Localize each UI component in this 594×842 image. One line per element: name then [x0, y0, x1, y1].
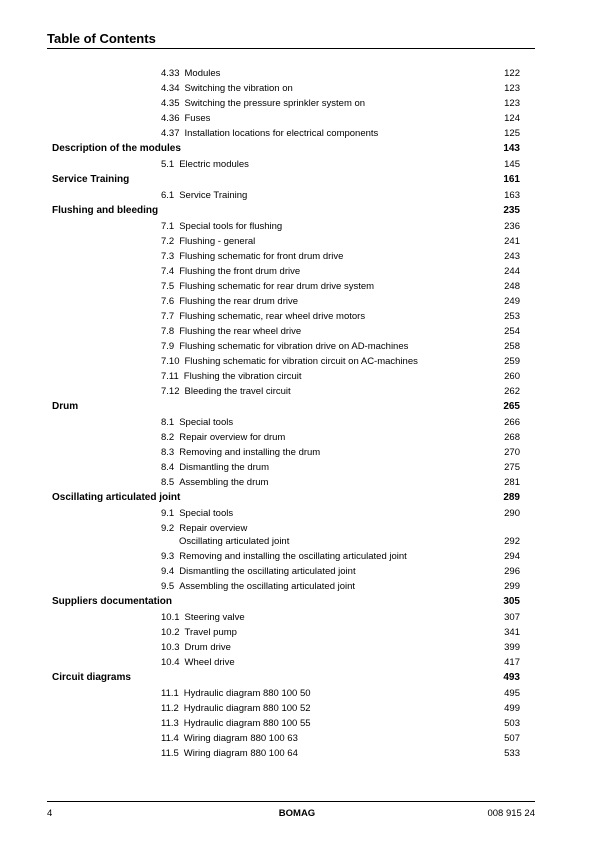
toc-page-number: 289: [503, 492, 520, 503]
toc-entry[interactable]: [0, 97, 594, 112]
toc-page-number: 262: [504, 386, 520, 397]
toc-entry[interactable]: [0, 112, 594, 127]
toc-entry-label: [52, 672, 131, 683]
toc-entry-title: Drum: [52, 401, 79, 412]
toc-entry-number: 7.12: [161, 386, 180, 397]
toc-entry[interactable]: [0, 325, 594, 340]
toc-entry-title: Repair overview for drum: [179, 432, 286, 443]
toc-page-number: 493: [503, 672, 520, 683]
toc-entry-label: [52, 492, 180, 503]
toc-page-number: 290: [504, 508, 520, 519]
toc-entry-label: [161, 733, 298, 744]
toc-page-number: 294: [504, 551, 520, 562]
toc-entry-label: [161, 190, 247, 201]
toc-entry-label: [161, 688, 311, 699]
footer-divider: [47, 801, 535, 802]
toc-entry-title: Hydraulic diagram 880 100 50: [183, 688, 311, 699]
toc-entry-title: Removing and installing the drum: [179, 447, 321, 458]
toc-entry-title: Switching the vibration on: [184, 83, 293, 94]
toc-entry-title: Oscillating articulated joint: [52, 492, 181, 503]
toc-entry[interactable]: [0, 626, 594, 641]
toc-entry-label: [161, 581, 355, 592]
toc-page-number: 260: [504, 371, 520, 382]
toc-entry[interactable]: [0, 717, 594, 732]
toc-entry[interactable]: [0, 82, 594, 97]
toc-page-number: 235: [503, 205, 520, 216]
toc-entry-number: 10.2: [161, 627, 180, 638]
toc-page-number: 124: [504, 113, 520, 124]
toc-entry-number: 4.33: [161, 68, 180, 79]
toc-entry[interactable]: [0, 461, 594, 476]
toc-entry-label: [161, 159, 249, 170]
toc-page-number: 533: [504, 748, 520, 759]
toc-entry-label: [161, 356, 418, 367]
page-title: Table of Contents: [47, 31, 156, 46]
toc-page-number: 253: [504, 311, 520, 322]
toc-entry-title: Hydraulic diagram 880 100 52: [183, 703, 311, 714]
toc-entry-title: Wiring diagram 880 100 63: [183, 733, 298, 744]
toc-entry-number: 11.1: [161, 688, 179, 699]
toc-section-heading[interactable]: [0, 595, 594, 611]
toc-entry-title-continued: Oscillating articulated joint: [179, 536, 290, 547]
toc-entry[interactable]: [0, 656, 594, 671]
toc-entry-title: Flushing the rear drum drive: [179, 296, 299, 307]
toc-entry-label: [161, 657, 235, 668]
toc-entry-title: Flushing schematic for vibration circuit on AC-machines: [184, 356, 418, 367]
toc-entry[interactable]: [0, 189, 594, 204]
toc-entry[interactable]: [0, 565, 594, 580]
toc-entry-title: Wheel drive: [184, 657, 235, 668]
toc-entry[interactable]: [0, 431, 594, 446]
toc-entry-number: 7.10: [161, 356, 180, 367]
toc-page-number: 161: [503, 174, 520, 185]
toc-entry-label: [161, 83, 293, 94]
toc-entry-number: 11.3: [161, 718, 179, 729]
toc-entry-label: [161, 221, 282, 232]
toc-entry[interactable]: [0, 250, 594, 265]
toc-entry-number: 7.8: [161, 326, 175, 337]
toc-entry-label: [161, 266, 300, 277]
toc-page-number: 281: [504, 477, 520, 488]
toc-entry[interactable]: [0, 641, 594, 656]
toc-entry[interactable]: [0, 550, 594, 565]
toc-entry-title: Electric modules: [179, 159, 249, 170]
footer-page-number: 4: [47, 808, 53, 819]
toc-page-number: 307: [504, 612, 520, 623]
toc-page-number: 143: [503, 143, 520, 154]
toc-page-number: 296: [504, 566, 520, 577]
toc-entry[interactable]: [0, 295, 594, 310]
toc-entry-label: [161, 386, 291, 397]
toc-page-number: 341: [504, 627, 520, 638]
toc-page-number: 417: [504, 657, 520, 668]
toc-entry[interactable]: [0, 127, 594, 142]
toc-entry[interactable]: [0, 355, 594, 370]
toc-entry[interactable]: [0, 265, 594, 280]
toc-section-heading[interactable]: [0, 173, 594, 189]
toc-section-heading[interactable]: [0, 400, 594, 416]
footer-doc-number: 008 915 24: [487, 808, 535, 819]
toc-page-number: 123: [504, 98, 520, 109]
toc-page-number: 236: [504, 221, 520, 232]
toc-page-number: 248: [504, 281, 520, 292]
toc-entry-label: [52, 596, 172, 607]
toc-page-number: 241: [504, 236, 520, 247]
toc-page-number: 499: [504, 703, 520, 714]
toc-entry-number: 7.3: [161, 251, 175, 262]
toc-entry-number: 4.34: [161, 83, 180, 94]
toc-page-number: 244: [504, 266, 520, 277]
toc-page-number: 299: [504, 581, 520, 592]
toc-section-heading[interactable]: [0, 204, 594, 220]
toc-entry-label: [161, 447, 320, 458]
toc-entry-label: [161, 612, 245, 623]
toc-entry[interactable]: [0, 522, 594, 550]
toc-entry-title: Flushing schematic, rear wheel drive motors: [179, 311, 366, 322]
toc-entry-number: 8.4: [161, 462, 175, 473]
toc-entry-label: [161, 718, 311, 729]
table-of-contents: [0, 67, 594, 762]
toc-page-number: 145: [504, 159, 520, 170]
toc-page-number: 399: [504, 642, 520, 653]
toc-section-heading[interactable]: [0, 142, 594, 158]
toc-section-heading[interactable]: [0, 491, 594, 507]
toc-entry-number: 7.6: [161, 296, 175, 307]
toc-entry-number: 7.5: [161, 281, 175, 292]
toc-entry-label: [161, 251, 343, 262]
toc-entry-title: Flushing schematic for vibration drive on AD-machines: [179, 341, 409, 352]
toc-entry-number: 8.2: [161, 432, 175, 443]
toc-entry-number: 5.1: [161, 159, 175, 170]
toc-page-number: 503: [504, 718, 520, 729]
toc-entry-title: Hydraulic diagram 880 100 55: [183, 718, 311, 729]
toc-entry-number: 7.11: [161, 371, 179, 382]
toc-entry[interactable]: [0, 340, 594, 355]
toc-entry-number: 9.3: [161, 551, 175, 562]
toc-entry-label: [161, 477, 268, 488]
toc-entry-number: 7.1: [161, 221, 175, 232]
toc-entry-title: Special tools for flushing: [179, 221, 283, 232]
toc-entry-label: [161, 462, 269, 473]
toc-entry-number: 8.1: [161, 417, 175, 428]
toc-entry-label: [161, 432, 285, 443]
toc-entry-title: Drum drive: [184, 642, 231, 653]
toc-entry-title: Flushing schematic for rear drum drive system: [179, 281, 375, 292]
toc-entry-title: Bleeding the travel circuit: [184, 386, 291, 397]
toc-entry-title: Assembling the oscillating articulated joint: [179, 581, 356, 592]
toc-page-number: 249: [504, 296, 520, 307]
toc-entry-number: 10.3: [161, 642, 180, 653]
toc-entry-label: [52, 143, 181, 154]
toc-entry-number: 7.7: [161, 311, 175, 322]
toc-entry-label: [161, 311, 365, 322]
toc-entry-label: [161, 128, 378, 139]
toc-page-number: 305: [503, 596, 520, 607]
toc-entry-label: [161, 523, 247, 534]
toc-entry-title: Special tools: [179, 508, 234, 519]
toc-entry-number: 9.4: [161, 566, 175, 577]
toc-entry-title: Special tools: [179, 417, 234, 428]
toc-entry-number: 6.1: [161, 190, 175, 201]
toc-entry-title: Circuit diagrams: [52, 672, 131, 683]
toc-entry-label: [161, 566, 356, 577]
toc-entry-number: 7.9: [161, 341, 175, 352]
toc-entry[interactable]: [0, 310, 594, 325]
toc-entry[interactable]: [0, 220, 594, 235]
toc-entry[interactable]: [0, 235, 594, 250]
toc-entry-label: [52, 174, 129, 185]
toc-entry-title: Dismantling the oscillating articulated joint: [179, 566, 356, 577]
toc-page-number: 270: [504, 447, 520, 458]
toc-entry-number: 8.3: [161, 447, 175, 458]
toc-entry-number: 10.4: [161, 657, 180, 668]
toc-entry[interactable]: [0, 446, 594, 461]
toc-entry-title: Flushing - general: [179, 236, 256, 247]
toc-entry-number: 7.2: [161, 236, 175, 247]
toc-entry-title: Wiring diagram 880 100 64: [183, 748, 298, 759]
toc-page-number: 254: [504, 326, 520, 337]
toc-entry-title: Flushing the rear wheel drive: [179, 326, 302, 337]
toc-entry-label: [161, 703, 311, 714]
toc-page-number: 495: [504, 688, 520, 699]
toc-entry[interactable]: [0, 370, 594, 385]
toc-entry-number: 9.2: [161, 523, 175, 534]
toc-entry-title: Repair overview: [179, 523, 248, 534]
toc-page-number: 125: [504, 128, 520, 139]
toc-entry-label: [52, 205, 158, 216]
toc-entry-label: [161, 326, 301, 337]
toc-entry-number: 11.2: [161, 703, 179, 714]
toc-entry-number: 7.4: [161, 266, 175, 277]
toc-entry-number: 4.37: [161, 128, 180, 139]
toc-entry-number: 4.35: [161, 98, 180, 109]
toc-entry-title: Fuses: [184, 113, 211, 124]
toc-entry-title: Service Training: [179, 190, 248, 201]
toc-entry-label: [161, 113, 210, 124]
toc-entry-label: [52, 401, 78, 412]
toc-entry-title: Assembling the drum: [179, 477, 269, 488]
toc-entry-label: [161, 98, 365, 109]
toc-page-number: 292: [504, 536, 520, 547]
toc-page-number: 507: [504, 733, 520, 744]
toc-entry-title: Removing and installing the oscillating articulated joint: [179, 551, 407, 562]
toc-entry-title: Flushing and bleeding: [52, 205, 159, 216]
toc-entry[interactable]: [0, 67, 594, 82]
toc-entry[interactable]: [0, 702, 594, 717]
header-divider: [47, 48, 535, 49]
toc-entry[interactable]: [0, 611, 594, 626]
toc-entry-label: [161, 417, 233, 428]
toc-page-number: 122: [504, 68, 520, 79]
toc-entry[interactable]: [0, 687, 594, 702]
toc-entry-number: 10.1: [161, 612, 180, 623]
toc-page-number: 243: [504, 251, 520, 262]
toc-entry-title: Switching the pressure sprinkler system on: [184, 98, 366, 109]
toc-entry-title: Installation locations for electrical components: [184, 128, 379, 139]
toc-page-number: 268: [504, 432, 520, 443]
toc-entry-number: 9.1: [161, 508, 175, 519]
toc-entry-label: [161, 371, 302, 382]
toc-page-number: 123: [504, 83, 520, 94]
toc-entry[interactable]: [0, 416, 594, 431]
toc-entry-number: 9.5: [161, 581, 175, 592]
toc-entry-title: Travel pump: [184, 627, 237, 638]
toc-entry-title: Flushing the front drum drive: [179, 266, 301, 277]
toc-entry-label: [161, 296, 298, 307]
toc-entry-label: [161, 236, 255, 247]
toc-entry-label: [161, 508, 233, 519]
toc-entry[interactable]: [0, 158, 594, 173]
toc-page-number: 258: [504, 341, 520, 352]
toc-entry-title: Service Training: [52, 174, 130, 185]
toc-page-number: 163: [504, 190, 520, 201]
toc-page-number: 266: [504, 417, 520, 428]
toc-page-number: 275: [504, 462, 520, 473]
toc-entry[interactable]: [0, 732, 594, 747]
toc-entry[interactable]: [0, 507, 594, 522]
toc-entry[interactable]: [0, 747, 594, 762]
toc-entry-title: Modules: [184, 68, 221, 79]
toc-entry-title: Flushing the vibration circuit: [183, 371, 302, 382]
toc-entry-number: 11.5: [161, 748, 179, 759]
toc-section-heading[interactable]: [0, 671, 594, 687]
toc-entry-label: [161, 748, 298, 759]
toc-page-number: 265: [503, 401, 520, 412]
toc-entry-number: 4.36: [161, 113, 180, 124]
toc-entry-label: [161, 281, 374, 292]
toc-entry-label: [161, 551, 407, 562]
toc-entry[interactable]: [0, 476, 594, 491]
toc-entry-label: [161, 642, 231, 653]
toc-page-number: 259: [504, 356, 520, 367]
toc-entry-title: Dismantling the drum: [179, 462, 269, 473]
toc-entry-title: Suppliers documentation: [52, 596, 173, 607]
toc-entry-title: Flushing schematic for front drum drive: [179, 251, 344, 262]
footer-brand: BOMAG: [278, 808, 316, 819]
toc-entry-label: [161, 68, 220, 79]
toc-entry-title: Steering valve: [184, 612, 245, 623]
toc-entry-number: 11.4: [161, 733, 179, 744]
toc-entry-label: [161, 627, 237, 638]
toc-entry-label: [161, 341, 408, 352]
toc-entry[interactable]: [0, 580, 594, 595]
toc-entry[interactable]: [0, 385, 594, 400]
toc-entry[interactable]: [0, 280, 594, 295]
toc-entry-title: Description of the modules: [52, 143, 181, 154]
toc-entry-number: 8.5: [161, 477, 175, 488]
